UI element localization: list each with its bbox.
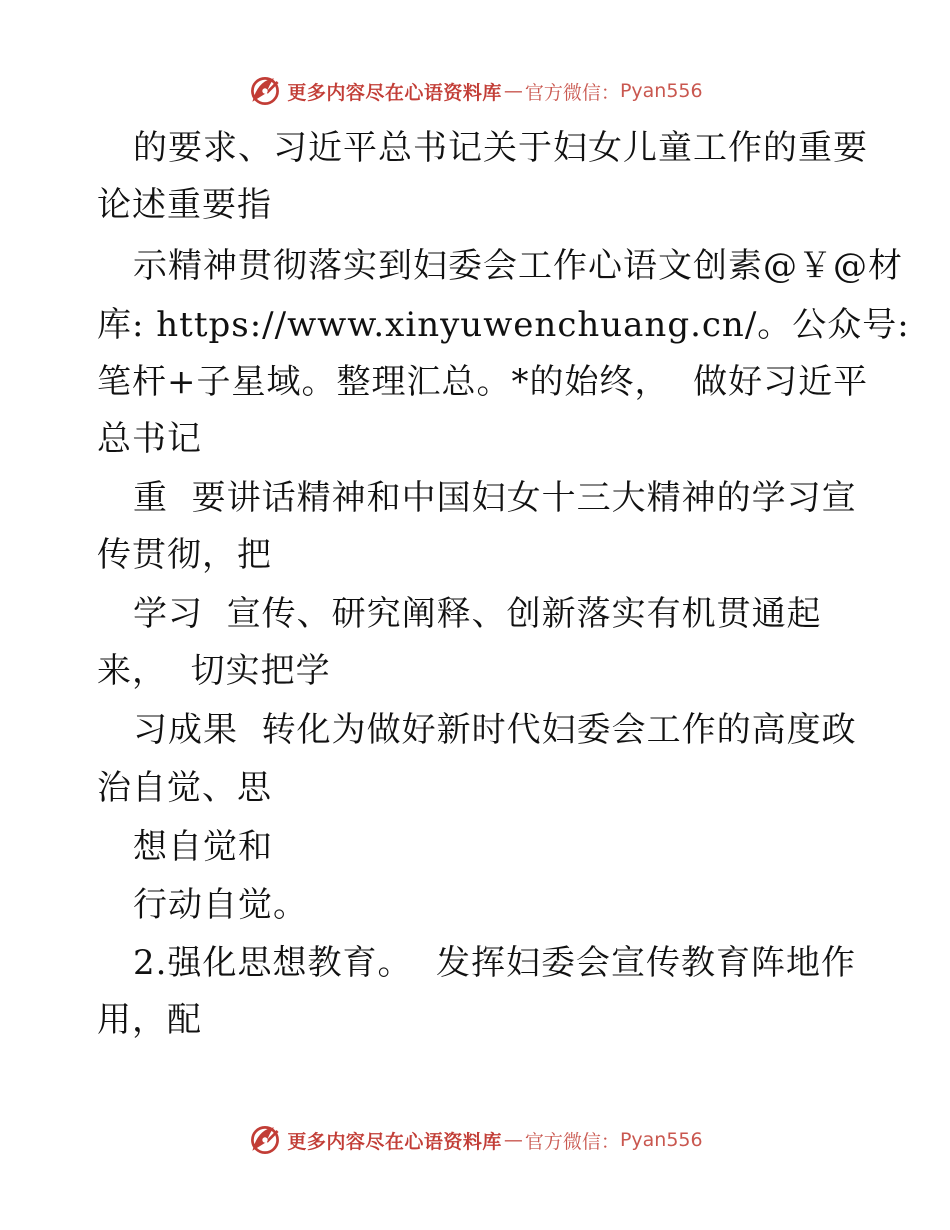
footer-brand-text: 更多内容尽在心语资料库 bbox=[287, 1130, 502, 1153]
body-line: 2.强化思想教育。 发挥妇委会宣传教育阵地作 bbox=[133, 943, 857, 983]
header-banner bbox=[0, 71, 950, 111]
body-line: 行动自觉。 bbox=[133, 885, 308, 925]
footer-official-label: 官方微信： bbox=[524, 1130, 620, 1153]
body-line: 重 要讲话精神和中国妇女十三大精神的学习宣 bbox=[133, 478, 857, 518]
body-line: 的要求、习近平总书记关于妇女儿童工作的重要 bbox=[133, 128, 868, 168]
body-line: 来， 切实把学 bbox=[97, 651, 331, 691]
header-wechat-id: Pyan556 bbox=[619, 80, 703, 102]
body-line: 想自觉和 bbox=[133, 827, 273, 867]
body-line: 论述重要指 bbox=[97, 185, 272, 225]
footer-wechat-id: Pyan556 bbox=[619, 1129, 703, 1151]
body-line: 用，配 bbox=[97, 1000, 202, 1040]
body-line: 示精神贯彻落实到妇委会工作心语文创素@￥@材 bbox=[133, 246, 903, 286]
footer-banner bbox=[0, 1120, 950, 1160]
header-brand-text: 更多内容尽在心语资料库 bbox=[287, 81, 502, 104]
body-line: 学习 宣传、研究阐释、创新落实有机贯通起 bbox=[133, 594, 822, 634]
body-line: 笔杆+子星域。整理汇总。*的始终， 做好习近平 bbox=[97, 362, 869, 402]
body-line: 传贯彻，把 bbox=[97, 535, 272, 575]
pen-nib-logo-icon bbox=[247, 1122, 283, 1158]
header-dash: — bbox=[503, 80, 523, 102]
header-official-label: 官方微信： bbox=[524, 81, 620, 104]
body-line: 治自觉、思 bbox=[97, 768, 272, 808]
body-line: 总书记 bbox=[97, 419, 202, 459]
body-line: 习成果 转化为做好新时代妇委会工作的高度政 bbox=[133, 710, 857, 750]
pen-nib-logo-icon bbox=[247, 73, 283, 109]
footer-dash: — bbox=[503, 1129, 523, 1151]
body-line: 库: https://www.xinyuwenchuang.cn/。公众号: bbox=[97, 305, 910, 345]
